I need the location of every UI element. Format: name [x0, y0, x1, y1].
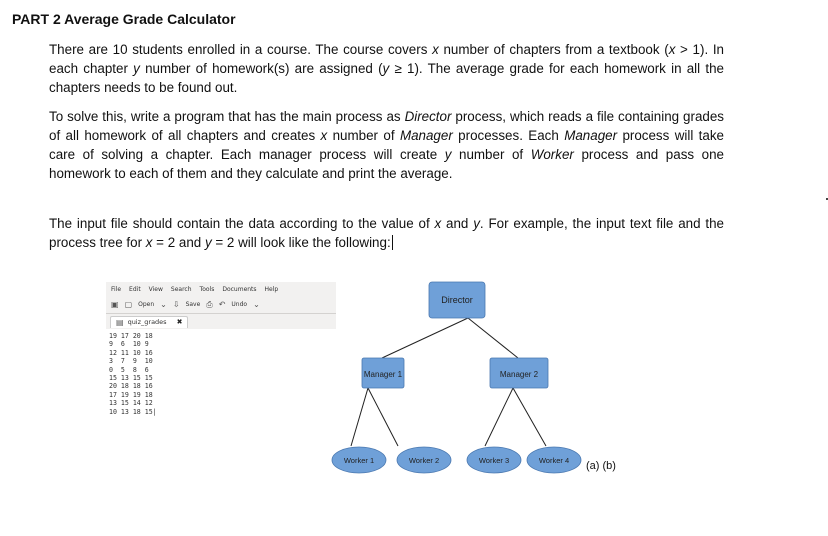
- print-icon[interactable]: ⎙: [206, 299, 213, 309]
- menu-edit[interactable]: Edit: [129, 285, 141, 293]
- figure-caption: (a) (b): [586, 460, 616, 472]
- node-worker-2-label: Worker 2: [408, 456, 440, 465]
- text-line: 19 17 20 18: [109, 332, 153, 340]
- chevron-down-icon[interactable]: ⌄: [253, 300, 260, 309]
- text-line: 9 6 10 9: [109, 340, 149, 349]
- text-line: 15 13 15 15: [109, 374, 153, 383]
- text-line: 20 18 18 16: [109, 382, 153, 391]
- paragraph-input-file: The input file should contain the data according to the value of x and y. For example, the input text file and the process tree for x = 2 and y = 2 will look like the following:: [49, 216, 724, 250]
- text-line: 17 19 19 18: [109, 390, 153, 399]
- save-icon: ⇩: [172, 300, 180, 309]
- undo-icon: ↶: [218, 300, 226, 309]
- undo-button[interactable]: Undo: [231, 301, 248, 308]
- new-document-icon[interactable]: ▣: [111, 300, 119, 309]
- node-director-label: Director: [441, 295, 473, 305]
- document-icon: ▤: [116, 317, 124, 327]
- text-line: 3 7 9 10: [109, 357, 153, 366]
- node-manager-2-label: Manager 2: [499, 370, 539, 379]
- paragraph-intro: There are 10 students enrolled in a course. The course covers x number of chapters from a textbook (x > 1). In each chapter y number of homework(s) are assigned (y ≥ 1). The average grade for each homework in all the chapters needs to be found out.: [49, 42, 725, 95]
- tab-label: quiz_grades: [127, 318, 167, 326]
- edges-manager2-workers: [485, 388, 546, 446]
- text-line: 13 15 14 12: [109, 399, 153, 408]
- node-worker-3-label: Worker 3: [478, 456, 510, 465]
- paragraph-solution: To solve this, write a program that has the main process as Director process, which reads a file containing grades of all homework of all chapters and creates x number of Manager processes. Each Manager process will take care of solving a chapter. Each manager process will create y number of Worker process and pass one homework to each of them and they calculate and print the average.: [49, 109, 724, 181]
- menu-view[interactable]: View: [148, 285, 163, 293]
- save-button[interactable]: Save: [185, 301, 201, 308]
- menu-documents[interactable]: Documents: [222, 285, 257, 293]
- text-line: 10 13 18 15|: [109, 407, 157, 416]
- node-manager-1-label: Manager 1: [363, 370, 403, 379]
- chevron-down-icon[interactable]: ⌄: [160, 300, 167, 309]
- edge-director-manager1: [382, 318, 468, 358]
- menu-search[interactable]: Search: [170, 285, 192, 293]
- node-worker-1-label: Worker 1: [343, 456, 375, 465]
- edges-manager1-workers: [351, 388, 398, 446]
- page-title: PART 2 Average Grade Calculator: [12, 11, 236, 27]
- open-button[interactable]: Open: [138, 301, 155, 308]
- text-line: 0 5 8 6: [109, 365, 149, 374]
- edge-director-manager2: [468, 318, 518, 358]
- text-line: 12 11 10 16: [109, 348, 153, 357]
- menu-tools[interactable]: Tools: [199, 285, 215, 293]
- node-worker-4-label: Worker 4: [538, 456, 570, 465]
- menu-help[interactable]: Help: [264, 285, 279, 293]
- open-icon: ▢: [124, 300, 133, 309]
- menu-file[interactable]: File: [111, 285, 122, 293]
- close-icon[interactable]: ✖: [176, 318, 183, 326]
